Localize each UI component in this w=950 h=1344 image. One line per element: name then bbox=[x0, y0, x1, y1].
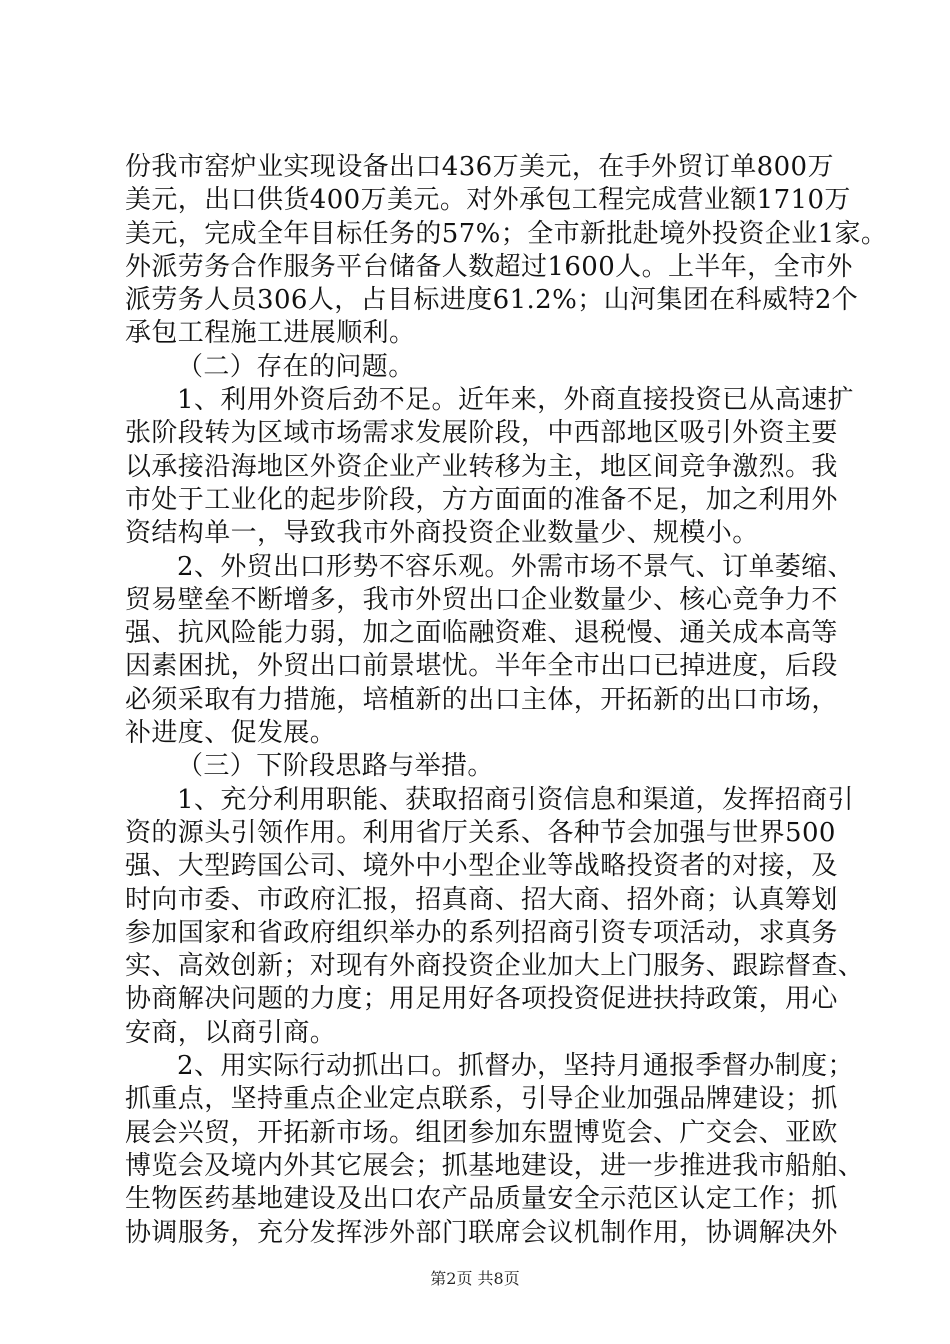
text-line: 份我市窑炉业实现设备出口436万美元，在手外贸订单800万 bbox=[125, 152, 834, 182]
text-line: 生物医药基地建设及出口农产品质量安全示范区认定工作；抓 bbox=[125, 1184, 838, 1215]
text-line: 市处于工业化的起步阶段，方方面面的准备不足，加之利用外 bbox=[125, 484, 838, 515]
text-line: 安商，以商引商。 bbox=[125, 1017, 337, 1048]
paragraph-first-line: 1、利用外资后劲不足。近年来，外商直接投资已从高速扩 bbox=[177, 385, 854, 416]
text-line: 强、大型跨国公司、境外中小型企业等战略投资者的对接，及 bbox=[125, 851, 838, 882]
text-line: 参加国家和省政府组织举办的系列招商引资专项活动，求真务 bbox=[125, 917, 838, 948]
text-line: 以承接沿海地区外资企业产业转移为主，地区间竞争激烈。我 bbox=[125, 451, 838, 482]
text-line: 协商解决问题的力度；用足用好各项投资促进扶持政策，用心 bbox=[125, 984, 838, 1015]
text-line: 协调服务，充分发挥涉外部门联席会议机制作用，协调解决外 bbox=[125, 1217, 838, 1248]
text-line: 资的源头引领作用。利用省厅关系、各种节会加强与世界500 bbox=[125, 817, 836, 848]
text-line: 资结构单一，导致我市外商投资企业数量少、规模小。 bbox=[125, 518, 759, 549]
section-heading-problems: （二）存在的问题。 bbox=[177, 351, 415, 382]
text-line: 承包工程施工进展顺利。 bbox=[125, 318, 416, 349]
text-line: 必须采取有力措施，培植新的出口主体，开拓新的出口市场， bbox=[125, 684, 838, 715]
text-line: 时向市委、市政府汇报，招真商、招大商、招外商；认真筹划 bbox=[125, 884, 838, 915]
section-heading-next-steps: （三）下阶段思路与举措。 bbox=[177, 751, 494, 782]
page-number-footer: 第2页 共8页 bbox=[430, 1269, 520, 1288]
text-line: 博览会及境内外其它展会；抓基地建设，进一步推进我市船舶、 bbox=[125, 1150, 865, 1181]
document-body bbox=[125, 151, 888, 1250]
text-line: 美元，完成全年目标任务的57%；全市新批赴境外投资企业1家。 bbox=[125, 218, 888, 249]
text-line: 补进度、促发展。 bbox=[125, 718, 337, 749]
text-line: 实、高效创新；对现有外商投资企业加大上门服务、跟踪督查、 bbox=[125, 951, 865, 982]
text-line: 因素困扰，外贸出口前景堪忧。半年全市出口已掉进度，后段 bbox=[125, 651, 838, 682]
text-line: 张阶段转为区域市场需求发展阶段，中西部地区吸引外资主要 bbox=[125, 418, 838, 449]
text-line: 派劳务人员306人，占目标进度61.2%；山河集团在科威特2个 bbox=[125, 285, 859, 316]
paragraph-first-line: 1、充分利用职能、获取招商引资信息和渠道，发挥招商引 bbox=[177, 784, 854, 815]
text-line: 美元，出口供货400万美元。对外承包工程完成营业额1710万 bbox=[125, 185, 851, 216]
paragraph-first-line: 2、用实际行动抓出口。抓督办，坚持月通报季督办制度； bbox=[177, 1051, 854, 1082]
text-line: 贸易壁垒不断增多，我市外贸出口企业数量少、核心竞争力不 bbox=[125, 584, 838, 615]
text-line: 强、抗风险能力弱，加之面临融资难、退税慢、通关成本高等 bbox=[125, 618, 838, 649]
text-line: 抓重点，坚持重点企业定点联系，引导企业加强品牌建设；抓 bbox=[125, 1084, 838, 1115]
text-line: 外派劳务合作服务平台储备人数超过1600人。上半年，全市外 bbox=[125, 251, 853, 282]
paragraph-first-line: 2、外贸出口形势不容乐观。外需市场不景气、订单萎缩、 bbox=[177, 551, 854, 582]
text-line: 展会兴贸，开拓新市场。组团参加东盟博览会、广交会、亚欧 bbox=[125, 1117, 838, 1148]
